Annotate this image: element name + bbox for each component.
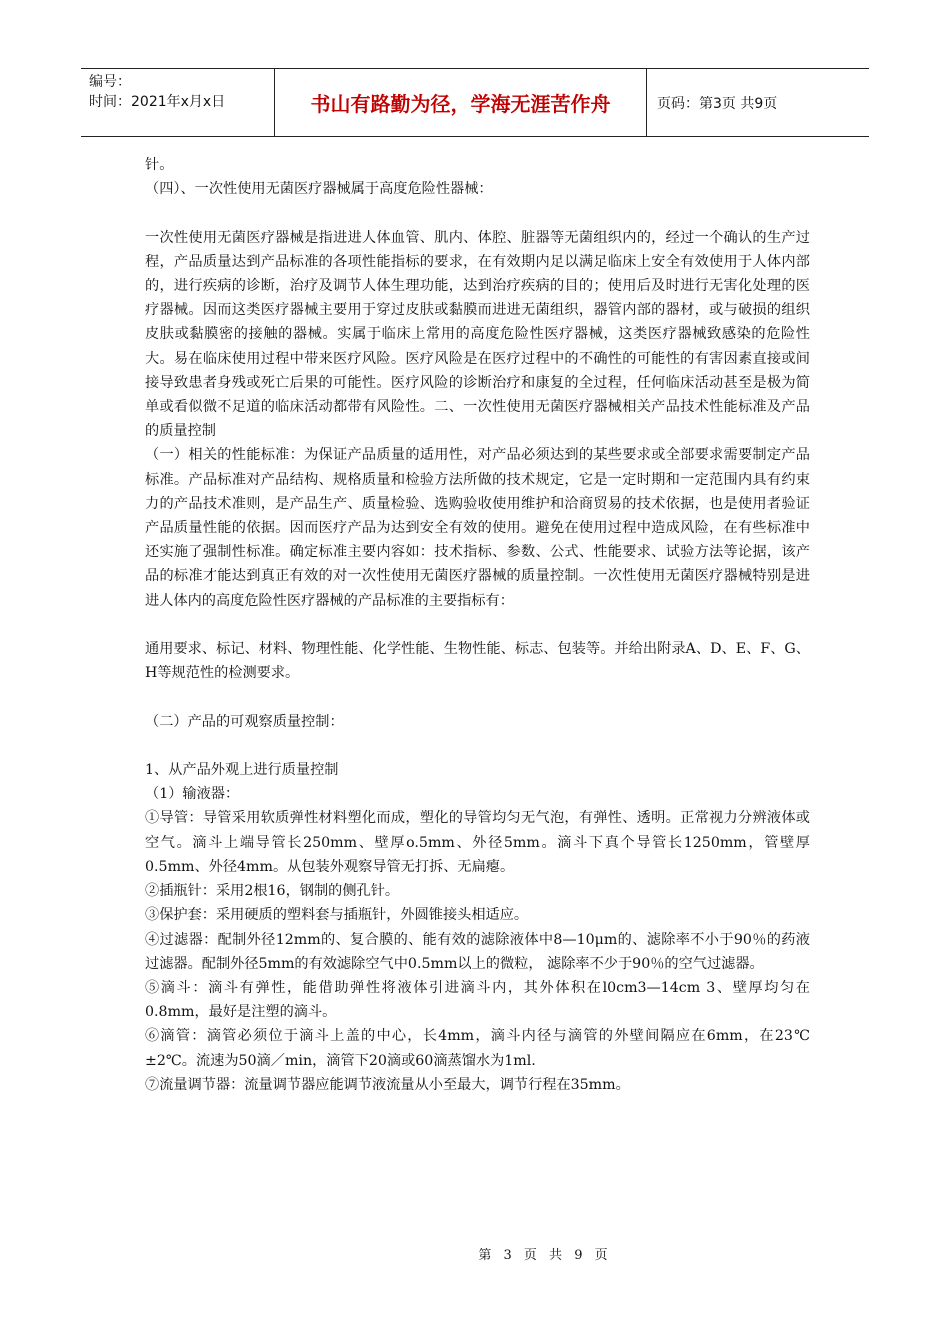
body-paragraph: ③保护套：采用硬质的塑料套与插瓶针，外圆锥接头相适应。: [145, 907, 529, 924]
body-paragraph: （二）产品的可观察质量控制：: [145, 713, 344, 730]
body-paragraph: 通用要求、标记、材料、物理性能、化学性能、生物性能、标志、包装等。并给出附录A、D、E、F、G、H等规范性的检测要求。: [145, 641, 810, 682]
page-header: [81, 68, 869, 137]
header-page-info: 页码：第3页 共9页: [657, 95, 778, 112]
body-paragraph: ⑤滴斗：滴斗有弹性，能借助弹性将液体引进滴斗内，其外体积在l0cm3—14cm 3、壁厚均匀在0.8mm，最好是注塑的滴斗。: [145, 979, 810, 1021]
body-paragraph: 针。: [145, 157, 174, 173]
blank-line: [145, 613, 810, 637]
header-meta: [81, 69, 275, 136]
body-paragraph: ①导管：导管采用软质弹性材料塑化而成，塑化的导管均匀无气泡，有弹性、透明。正常视力分辨液体或空气。滴斗上端导管长250mm、壁厚o.5mm、外径5mm。滴斗下真个导管长1250mm，管壁厚0.5mm、外径4mm。从包装外观察导管无打拆、无扁瘪。: [145, 810, 810, 875]
blank-line: [145, 734, 810, 758]
page-footer: 第 3 页 共 9 页: [478, 1248, 612, 1263]
body-paragraph: ⑥滴管：滴管必须位于滴斗上盖的中心，长4mm，滴斗内径与滴管的外壁间隔应在6mm，在23℃±2℃。流速为50滴／min，滴管下20滴或60滴蒸馏水为1ml.: [145, 1028, 810, 1069]
body-paragraph: 一次性使用无菌医疗器械是指进进人体血管、肌内、体腔、脏器等无菌组织内的，经过一个确认的生产过程，产品质量达到产品标准的各项性能指标的要求，在有效期内足以满足临床上安全有效使用于人体内部的，进行疾病的诊断，治疗及调节人体生理功能，达到治疗疾病的目的；使用后及时进行无害化处理的医疗器械。因而这类医疗器械主要用于穿过皮肤或黏膜而进进无菌组织，器管内部的器材，或与破损的组织皮肤或黏膜密的接触的器械。实属于临床上常用的高度危险性医疗器械，这类医疗器械致感染的危险性大。易在临床使用过程中带来医疗风险。医疗风险是在医疗过程中的不确性的可能性的有害因素直接或间接导致患者身残或死亡后果的可能性。医疗风险的诊断治疗和康复的全过程，任何临床活动甚至是极为简单或看似微不足道的临床活动都带有风险性。二、一次性使用无菌医疗器械相关产品技术性能标准及产品的质量控制: [145, 229, 810, 440]
document-number-label: 编号：: [89, 74, 131, 90]
body-paragraph: （一）相关的性能标准：为保证产品质量的适用性，对产品必须达到的某些要求或全部要求需要制定产品标准。产品标准对产品结构、规格质量和检验方法所做的技术规定，它是一定时期和一定范围内具有约束力的产品技术准则，是产品生产、质量检验、选购验收使用维护和洽商贸易的技术依据，也是使用者验证产品质量性能的依据。因而医疗产品为达到安全有效的使用。避免在使用过程中造成风险，在有些标准中还实施了强制性标准。确定标准主要内容如：技术指标、参数、公式、性能要求、试验方法等论据，该产品的标准才能达到真正有效的对一次性使用无菌医疗器械的质量控制。一次性使用无菌医疗器械特别是进进人体内的高度危险性医疗器械的产品标准的主要指标有：: [145, 447, 810, 609]
body-paragraph: ②插瓶针：采用2根16，钢制的侧孔针。: [145, 883, 400, 900]
document-date: 时间：2021年x月x日: [89, 94, 226, 110]
header-motto: 书山有路勤为径，学海无涯苦作舟: [275, 69, 647, 136]
body-paragraph: （四）、一次性使用无菌医疗器械属于高度危险性器械：: [145, 181, 493, 198]
body-paragraph: 1、从产品外观上进行质量控制: [145, 762, 339, 779]
blank-line: [145, 201, 810, 225]
blank-line: [145, 685, 810, 709]
body-paragraph: ④过滤器：配制外径12mm的、复合膜的、能有效的滤除液体中8—10μm的、滤除率不小于90％的药液过滤器。配制外径5mm的有效滤除空气中0.5mm以上的微粒， 滤除率不少于90％的空气过滤器。: [145, 931, 810, 972]
document-body: [145, 153, 810, 1097]
body-paragraph: （1）输液器：: [145, 786, 240, 803]
body-paragraph: ⑦流量调节器：流量调节器应能调节液流量从小至最大，调节行程在35mm。: [145, 1076, 630, 1093]
